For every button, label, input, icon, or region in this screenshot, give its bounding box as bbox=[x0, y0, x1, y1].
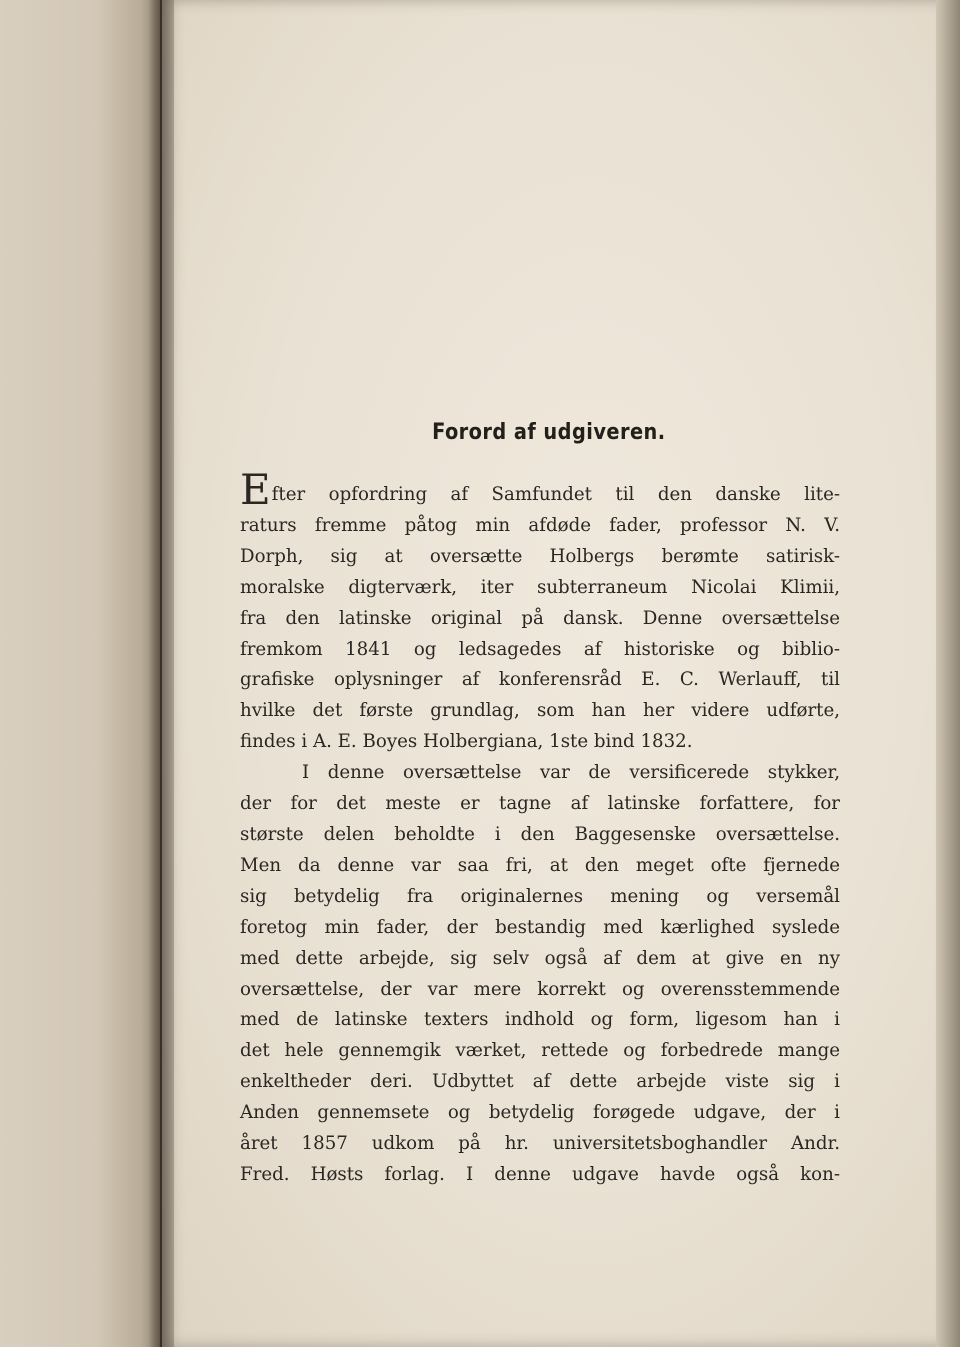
page-text bbox=[240, 420, 840, 1191]
left-page bbox=[0, 0, 160, 1347]
text-line: raturs fremme påtog min afdøde fader, professor N. V. bbox=[240, 514, 840, 536]
text-line: Efter opfordring af Samfundet til den danske lite- bbox=[240, 465, 840, 514]
text-line: hvilke det første grundlag, som han her videre udførte, bbox=[240, 700, 840, 722]
text-line: moralske digterværk, iter subterraneum Nicolai Klimii, bbox=[240, 576, 840, 598]
text-line: I denne oversættelse var de versificerede stykker, bbox=[302, 762, 840, 784]
text-line: største delen beholdte i den Baggesenske oversættelse. bbox=[240, 823, 840, 845]
text-line: grafiske oplysninger af konferensråd E. C. Werlauff, til bbox=[240, 669, 840, 691]
text-line: med dette arbejde, sig selv også af dem at give en ny bbox=[240, 947, 840, 969]
text-line: fremkom 1841 og ledsagedes af historiske og biblio- bbox=[240, 638, 840, 660]
text-line: sig betydelig fra originalernes mening og versemål bbox=[240, 885, 840, 907]
text-line: der for det meste er tagne af latinske forfattere, for bbox=[240, 793, 840, 815]
paragraph-2 bbox=[240, 758, 840, 1191]
text-line: det hele gennemgik værket, rettede og forbedrede mange bbox=[240, 1040, 840, 1062]
text-line: Men da denne var saa fri, at den meget ofte fjernede bbox=[240, 854, 840, 876]
page-edge bbox=[936, 0, 960, 1347]
text-line: oversættelse, der var mere korrekt og overensstemmende bbox=[240, 978, 840, 1000]
text-line: med de latinske texters indhold og form, ligesom han i bbox=[240, 1009, 840, 1031]
text-line: enkeltheder deri. Udbyttet af dette arbejde viste sig i bbox=[240, 1071, 840, 1093]
text-line: Fred. Høsts forlag. I denne udgave havde også kon- bbox=[240, 1163, 840, 1185]
text-line: foretog min fader, der bestandig med kærlighed syslede bbox=[240, 916, 840, 938]
text-line: Anden gennemsete og betydelig forøgede udgave, der i bbox=[240, 1102, 840, 1124]
drop-cap: E bbox=[240, 465, 271, 514]
text-line: året 1857 udkom på hr. universitetsboghandler Andr. bbox=[240, 1133, 840, 1155]
paragraph-1 bbox=[240, 465, 840, 758]
book-gutter bbox=[148, 0, 174, 1347]
text-line: findes i A. E. Boyes Holbergiana, 1ste bind 1832. bbox=[240, 731, 693, 753]
text-line: Dorph, sig at oversætte Holbergs berømte satirisk- bbox=[240, 545, 840, 567]
page-title: Forord af udgiveren. bbox=[432, 420, 666, 445]
text-line: fra den latinske original på dansk. Denne oversættelse bbox=[240, 607, 840, 629]
